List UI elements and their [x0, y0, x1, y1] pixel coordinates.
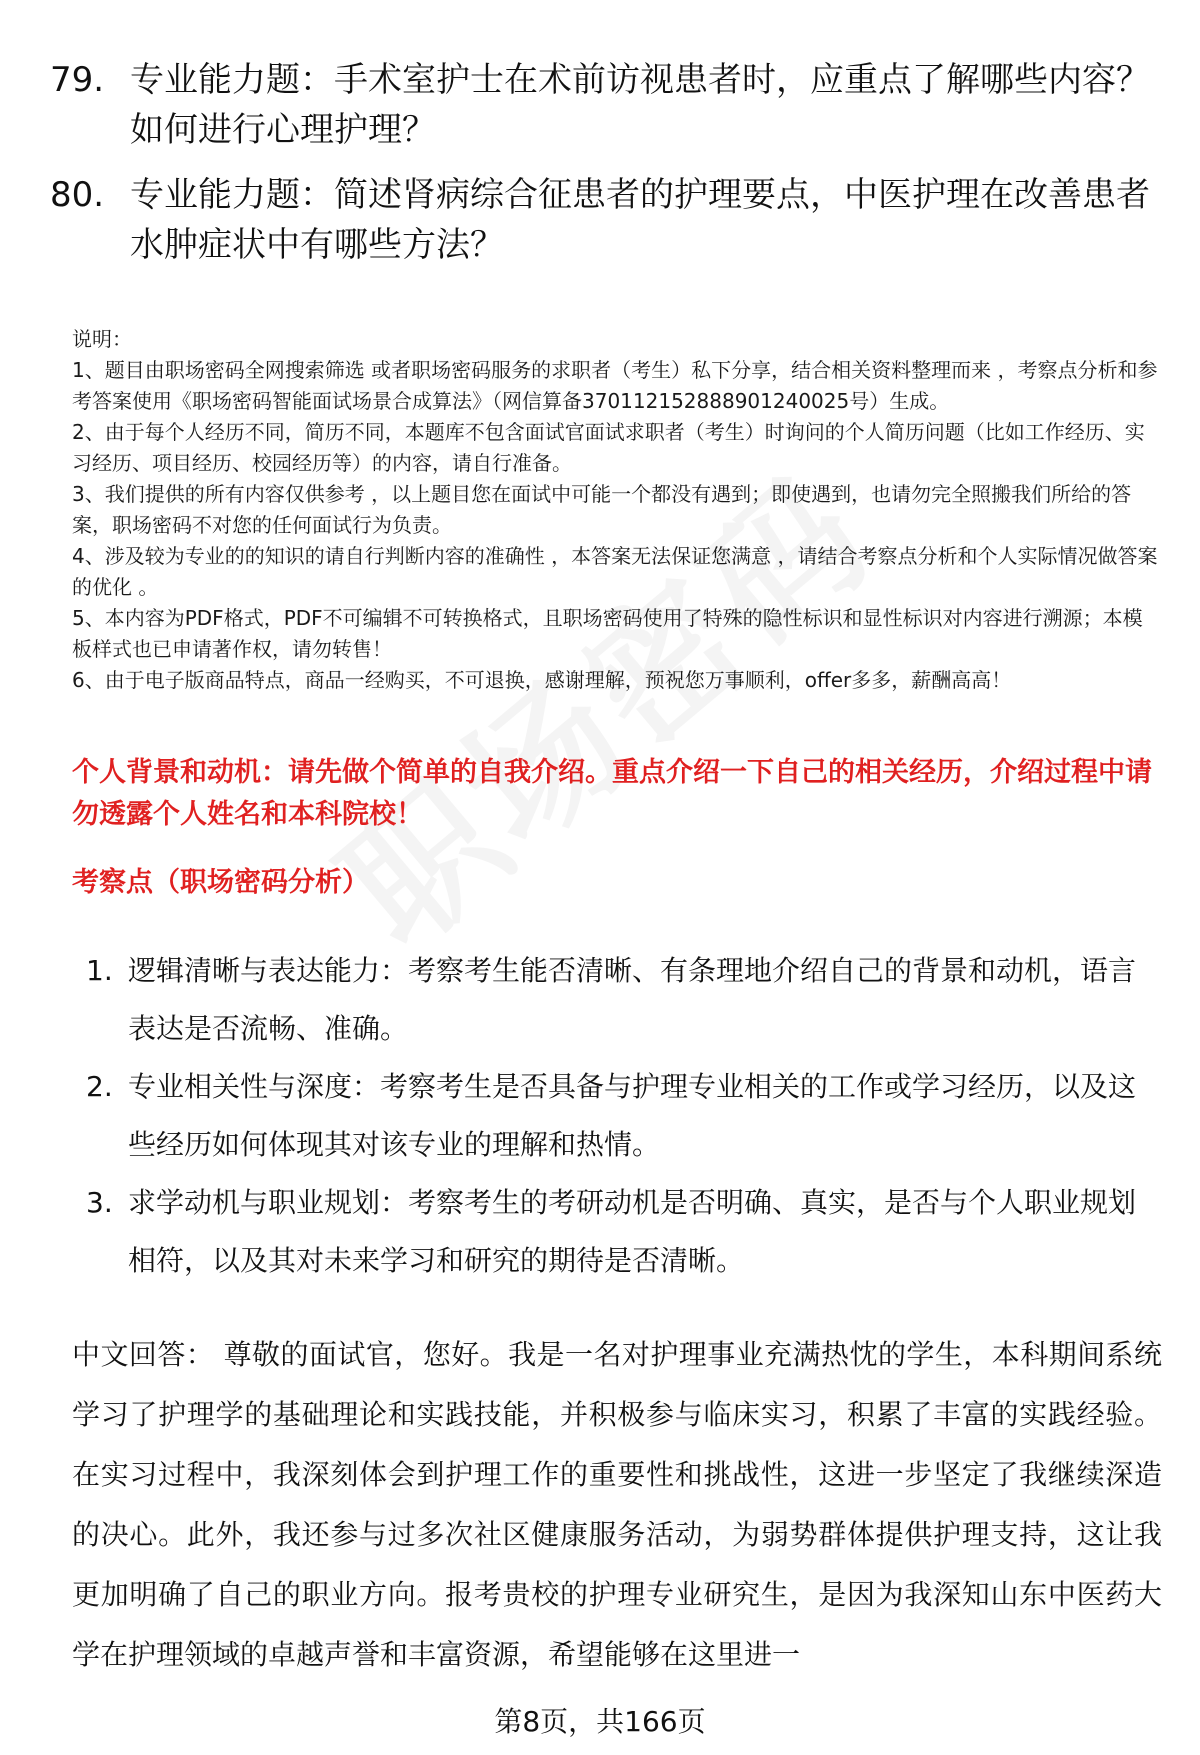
- criteria-list: [72, 942, 1162, 1290]
- notes-item: 3、我们提供的所有内容仅供参考 ，以上题目您在面试中可能一个都没有遇到；即使遇到，也请勿完全照搬我们所给的答案，职场密码不对您的任何面试行为负责。: [72, 482, 1132, 537]
- notes-item: 6、由于电子版商品特点，商品一经购买，不可退换，感谢理解，预祝您万事顺利，offer多多，薪酬高高！: [72, 668, 1012, 692]
- criteria-text: 求学动机与职业规划：考察考生的考研动机是否明确、真实，是否与个人职业规划相符，以及其对未来学习和研究的期待是否清晰。: [128, 1186, 1137, 1277]
- question-number: 80.: [50, 175, 105, 215]
- notes-item: 4、涉及较为专业的的知识的请自行判断内容的准确性 ，本答案无法保证您满意 ，请结合考察点分析和个人实际情况做答案的优化 。: [72, 544, 1158, 599]
- notes-item: 1、题目由职场密码全网搜索筛选 或者职场密码服务的求职者（考生）私下分享，结合相关资料整理而来 ，考察点分析和参考答案使用《职场密码智能面试场景合成算法》（网信算备370112152888901240025号）生成。: [72, 358, 1158, 413]
- page-number: 第8页，共166页: [494, 1705, 706, 1738]
- disclaimer-notes: [72, 324, 1162, 696]
- notes-item: 5、本内容为PDF格式，PDF不可编辑不可转换格式，且职场密码使用了特殊的隐性标识和显性标识对内容进行溯源；本模板样式也已申请著作权，请勿转售！: [72, 606, 1143, 661]
- criteria-text: 逻辑清晰与表达能力：考察考生能否清晰、有条理地介绍自己的背景和动机，语言表达是否流畅、准确。: [128, 954, 1137, 1045]
- criteria-number: 1.: [86, 954, 113, 987]
- criteria-number: 2.: [86, 1070, 113, 1103]
- question-text: 专业能力题：简述肾病综合征患者的护理要点，中医护理在改善患者水肿症状中有哪些方法？: [130, 175, 1150, 265]
- criteria-text: 专业相关性与深度：考察考生是否具备与护理专业相关的工作或学习经历，以及这些经历如何体现其对该专业的理解和热情。: [128, 1070, 1137, 1161]
- question-text: 专业能力题：手术室护士在术前访视患者时，应重点了解哪些内容？如何进行心理护理？: [130, 60, 1150, 150]
- criteria-item: [72, 1058, 1162, 1174]
- criteria-title: 考察点（职场密码分析）: [72, 867, 369, 898]
- criteria-item: [72, 942, 1162, 1058]
- question-79: [50, 55, 1160, 155]
- answer-text: 中文回答： 尊敬的面试官，您好。我是一名对护理事业充满热忱的学生，本科期间系统学习了护理学的基础理论和实践技能，并积极参与临床实习，积累了丰富的实践经验。在实习过程中，我深刻体会到护理工作的重要性和挑战性，这进一步坚定了我继续深造的决心。此外，我还参与过多次社区健康服务活动，为弱势群体提供护理支持，这让我更加明确了自己的职业方向。报考贵校的护理专业研究生，是因为我深知山东中医药大学在护理领域的卓越声誉和丰富资源，希望能够在这里进一: [72, 1338, 1162, 1671]
- criteria-item: [72, 1174, 1162, 1290]
- notes-item: 2、由于每个人经历不同，简历不同，本题库不包含面试官面试求职者（考生）时询问的个人简历问题（比如工作经历、实习经历、项目经历、校园经历等）的内容，请自行准备。: [72, 420, 1145, 475]
- criteria-number: 3.: [86, 1186, 113, 1219]
- section-heading: 个人背景和动机：请先做个简单的自我介绍。重点介绍一下自己的相关经历，介绍过程中请勿透露个人姓名和本科院校！: [72, 757, 1152, 830]
- question-80: [50, 170, 1160, 270]
- question-number: 79.: [50, 60, 105, 100]
- notes-title: 说明：: [72, 327, 132, 351]
